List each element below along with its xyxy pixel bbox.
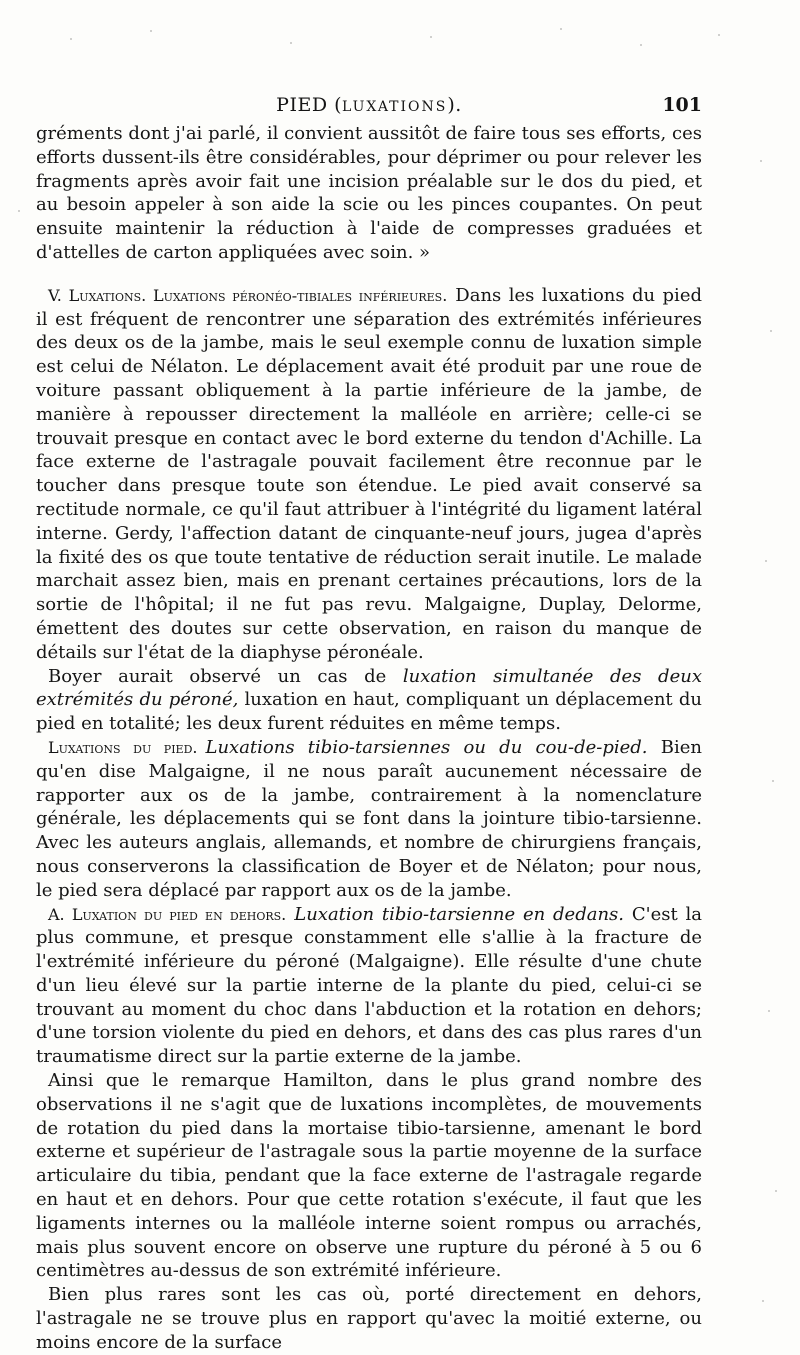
italic-term: luxation simultanée des deux extrémités du péroné, [36, 665, 702, 711]
paragraph-luxations-du-pied [36, 736, 702, 903]
section-heading-luxations-du-pied: Luxations du pied. [48, 737, 198, 757]
paragraph-continuation: gréments dont j'ai parlé, il convient aussitôt de faire tous ses efforts, ces efforts dussent-ils être considérables, pour déprimer ou pour relever les fragments après avoir fait une incision préalable sur le dos du pied, et au besoin appeler à son aide la scie ou les pinces coupantes. On peut ensuite maintenir la réduction à l'aide de compresses graduées et d'attelles de carton appliquées avec soin. » [36, 123, 702, 263]
paragraph-text: Boyer aurait observé un cas de [48, 665, 387, 687]
running-head-sub: LUXATIONS [342, 99, 448, 115]
paragraph-luxation-en-dehors [36, 903, 702, 1070]
paragraph-boyer [36, 665, 702, 736]
italic-subheading: Luxation tibio-tarsienne en dedans. [294, 903, 625, 925]
body-text [36, 122, 702, 1355]
paragraph-hamilton: Ainsi que le remarque Hamilton, dans le plus grand nombre des observations il ne s'agit que de luxations incomplètes, de mouvements de rotation du pied dans la mortaise tibio-tarsienne, amenant le bord externe et supérieur de l'astragale sous la partie moyenne de la surface articulaire du tibia, pendant que la face externe de l'astragale regarde en haut et en dehors. Pour que cette rotation s'exécute, il faut que les ligaments internes ou la malléole interne soient rompus ou arrachés, mais plus souvent encore on observe une rupture du péroné à 5 ou 6 centimètres au-dessus de son extrémité inférieure. [36, 1070, 702, 1282]
running-head-end: ). [447, 94, 462, 116]
section-heading-luxations: V. Luxations. Luxations péronéo-tibiales inférieures. [48, 285, 448, 305]
running-head-main: PIED ( [276, 94, 343, 116]
italic-subheading: Luxations tibio-tarsiennes ou du cou-de-pied. [205, 736, 648, 758]
running-head [36, 94, 702, 116]
paragraph-rare-cases: Bien plus rares sont les cas où, porté directement en dehors, l'astragale ne se trouve plus en rapport qu'avec la moitié externe, ou moins encore de la surface [36, 1284, 702, 1353]
paragraph-text: Bien qu'en dise Malgaigne, il ne nous paraît aucunement nécessaire de rapporter aux os de la jambe, contrairement à la nomenclature générale, les déplacements qui se font dans la jointure tibio-tarsienne. Avec les auteurs anglais, allemands, et nombre de chirurgiens français, nous conserverons la classification de Boyer et de Nélaton; pour nous, le pied sera déplacé par rapport aux os de la jambe. [36, 736, 703, 901]
paragraph-text: C'est la plus commune, et presque constamment elle s'allie à la fracture de l'extrémité inférieure du péroné (Malgaigne). Elle résulte d'une chute d'un lieu élevé sur la partie interne de la plante du pied, celui-ci se trouvant au moment du choc dans l'abduction et la rotation en dehors; d'une torsion violente du pied en dehors, et dans des cas plus rares d'un traumatisme direct sur la partie externe de la jambe. [36, 903, 702, 1068]
paragraph-luxations-peroneo-tibiales [36, 284, 702, 665]
page-number: 101 [662, 94, 702, 116]
paragraph-text: luxation en haut, compliquant un déplacement du pied en totalité; les deux furent réduites en même temps. [36, 689, 702, 735]
page-header [36, 94, 702, 120]
section-heading-luxation-en-dehors: A. Luxation du pied en dehors. [48, 904, 287, 924]
paragraph-text: Dans les luxations du pied il est fréquent de rencontrer une séparation des extrémités inférieures des deux os de la jambe, mais le seul exemple connu de luxation simple est celui de Nélaton. Le déplacement avait été produit par une roue de voiture passant obliquement à la partie inférieure de la jambe, de manière à repousser directement la malléole en arrière; celle-ci se trouvait presque en contact avec le bord externe du tendon d'Achille. La face externe de l'astragale pouvait facilement être reconnue par le toucher dans presque toute son étendue. Le pied avait conservé sa rectitude normale, ce qu'il faut attribuer à l'intégrité du ligament latéral interne. Gerdy, l'affection datant de cinquante-neuf jours, jugea d'après la fixité des os que toute tentative de réduction serait inutile. Le malade marchait assez bien, mais en prenant certaines précautions, lors de la sortie de l'hôpital; il ne fut pas revu. Malgaigne, Duplay, Delorme, émettent des doutes sur cette observation, en raison du manque de détails sur l'état de la diaphyse péronéale. [36, 284, 702, 663]
